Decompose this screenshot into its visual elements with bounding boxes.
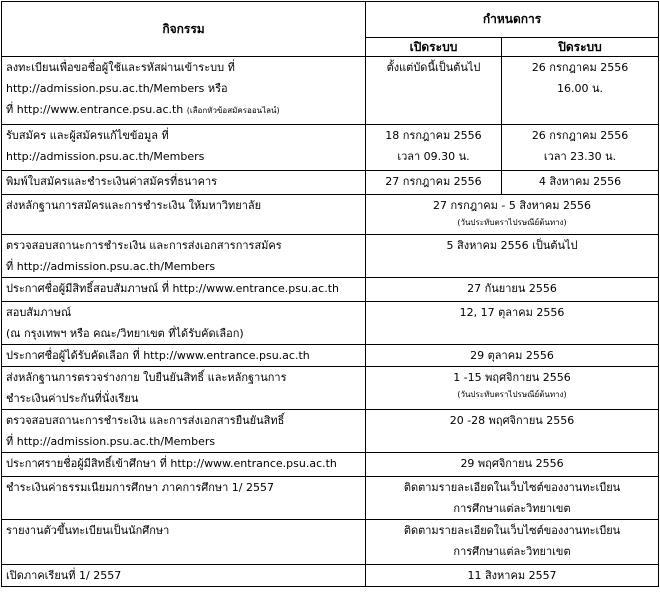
- close-date-cell: [502, 171, 659, 195]
- cell-text-line: เวลา 09.30 น.: [397, 150, 470, 163]
- activity-cell: [2, 302, 366, 345]
- cell-text-line: เปิดภาคเรียนที่ 1/ 2557: [6, 569, 122, 582]
- cell-text-line: 29 พฤศจิกายน 2556: [460, 457, 564, 470]
- cell-text-line: ประกาศรายชื่อผู้มีสิทธิ์เข้าศึกษา ที่ http://www.entrance.psu.ac.th: [6, 457, 337, 470]
- cell-text-line: ตรวจสอบสถานะการชำระเงิน และการส่งเอกสารยืนยันสิทธิ์: [6, 414, 285, 427]
- activity-cell: [2, 367, 366, 410]
- cell-note: (วันประทับตราไปรษณีย์ต้นทาง): [457, 218, 567, 227]
- cell-text-line: http://admission.psu.ac.th/Members: [6, 150, 205, 163]
- activity-cell: [2, 565, 366, 587]
- cell-note: (เลือกหัวข้อสมัครออนไลน์): [186, 106, 280, 115]
- schedule-cell: [366, 520, 659, 565]
- table-row: [2, 477, 659, 520]
- table-row: [2, 171, 659, 195]
- schedule-cell: [366, 195, 659, 235]
- activity-cell: [2, 195, 366, 235]
- table-row: [2, 57, 659, 125]
- activity-cell: [2, 125, 366, 171]
- cell-text-line: พิมพ์ใบสมัครและชำระเงินค่าสมัครที่ธนาคาร: [6, 175, 218, 188]
- table-row: [2, 453, 659, 477]
- cell-text-line: ประกาศชื่อผู้ได้รับคัดเลือก ที่ http://www.entrance.psu.ac.th: [6, 349, 310, 362]
- cell-text-line: 11 สิงหาคม 2557: [467, 569, 557, 582]
- close-date-cell: [502, 57, 659, 125]
- table-row: [2, 195, 659, 235]
- activity-cell: [2, 410, 366, 453]
- cell-text-line: ชำระเงินค่าประกันที่นั่งเรียน: [6, 392, 139, 405]
- cell-text-line: เวลา 23.30 น.: [543, 150, 617, 163]
- cell-text-line: 27 กรกฎาคม - 5 สิงหาคม 2556: [433, 199, 591, 212]
- activity-cell: [2, 171, 366, 195]
- table-row: [2, 367, 659, 410]
- table-row: [2, 125, 659, 171]
- schedule-table: [1, 1, 659, 587]
- schedule-cell: [366, 302, 659, 345]
- cell-text-line: รับสมัคร และผู้สมัครแก้ไขข้อมูล ที่: [6, 129, 169, 142]
- cell-text-line: (ณ กรุงเทพฯ หรือ คณะ/วิทยาเขต ที่ได้รับคัดเลือก): [6, 327, 244, 340]
- table-row: [2, 565, 659, 587]
- schedule-cell: [366, 453, 659, 477]
- cell-text-line: ที่ http://admission.psu.ac.th/Members: [6, 435, 216, 448]
- header-activity: กิจกรรม: [2, 2, 366, 57]
- cell-text-line: ลงทะเบียนเพื่อขอชื่อผู้ใช้และรหัสผ่านเข้าระบบ ที่: [6, 61, 235, 74]
- schedule-cell: [366, 367, 659, 410]
- cell-text-line: ส่งหลักฐานการสมัครและการชำระเงิน ให้มหาวิทยาลัย: [6, 199, 262, 212]
- close-date-cell: [502, 125, 659, 171]
- cell-text-line: 20 -28 พฤศจิกายน 2556: [449, 414, 575, 427]
- schedule-cell: [366, 345, 659, 367]
- cell-text-line: ติดตามรายละเอียดในเว็บไซต์ของงานทะเบียน: [403, 481, 621, 494]
- open-date-cell: [366, 125, 502, 171]
- schedule-cell: [366, 278, 659, 302]
- cell-note: (วันประทับตราไปรษณีย์ต้นทาง): [457, 390, 567, 399]
- cell-text-line: 16.00 น.: [557, 82, 604, 95]
- cell-text-line: ติดตามรายละเอียดในเว็บไซต์ของงานทะเบียน: [403, 524, 621, 537]
- cell-text-line: 1 -15 พฤศจิกายน 2556: [453, 371, 571, 384]
- cell-text-line: 27 กรกฎาคม 2556: [385, 175, 482, 188]
- cell-text-line: ส่งหลักฐานการตรวจร่างกาย ใบยืนยันสิทธิ์ และหลักฐานการ: [6, 371, 287, 384]
- activity-cell: [2, 345, 366, 367]
- cell-text-line: 26 กรกฎาคม 2556: [531, 129, 629, 142]
- table-row: [2, 302, 659, 345]
- cell-text-line: http://admission.psu.ac.th/Members หรือ: [6, 82, 228, 95]
- cell-text-line: 5 สิงหาคม 2556 เป็นต้นไป: [446, 239, 578, 252]
- cell-text-line: 27 กันยายน 2556: [467, 282, 557, 295]
- activity-cell: [2, 453, 366, 477]
- cell-text-line: 12, 17 ตุลาคม 2556: [459, 306, 565, 319]
- header-schedule: กำหนดการ: [366, 2, 659, 38]
- cell-text-line: สอบสัมภาษณ์: [6, 306, 72, 319]
- cell-text-line: ตรวจสอบสถานะการชำระเงิน และการส่งเอกสารการสมัคร: [6, 239, 282, 252]
- cell-text-line: รายงานตัวขึ้นทะเบียนเป็นนักศึกษา: [6, 524, 170, 537]
- cell-text-line: ที่ http://www.entrance.psu.ac.th (เลือกหัวข้อสมัครออนไลน์): [6, 103, 280, 116]
- table-row: [2, 235, 659, 278]
- open-date-cell: [366, 57, 502, 125]
- schedule-cell: [366, 235, 659, 278]
- activity-cell: [2, 278, 366, 302]
- cell-text-line: 26 กรกฎาคม 2556: [531, 61, 629, 74]
- cell-text-line: การศึกษาแต่ละวิทยาเขต: [453, 502, 571, 515]
- cell-text-line: ตั้งแต่บัดนี้เป็นต้นไป: [386, 61, 481, 74]
- activity-cell: [2, 477, 366, 520]
- cell-text-line: 4 สิงหาคม 2556: [538, 175, 622, 188]
- table-row: [2, 278, 659, 302]
- table-row: [2, 520, 659, 565]
- cell-text-line: การศึกษาแต่ละวิทยาเขต: [453, 545, 571, 558]
- cell-text-line: 18 กรกฎาคม 2556: [385, 129, 482, 142]
- cell-text-line: 29 ตุลาคม 2556: [470, 349, 554, 362]
- table-row: [2, 345, 659, 367]
- cell-text-line: ประกาศชื่อผู้มีสิทธิ์สอบสัมภาษณ์ ที่ http://www.entrance.psu.ac.th: [6, 282, 339, 295]
- header-open: เปิดระบบ: [366, 38, 502, 57]
- activity-cell: [2, 57, 366, 125]
- schedule-cell: [366, 565, 659, 587]
- activity-cell: [2, 520, 366, 565]
- cell-text-line: ที่ http://admission.psu.ac.th/Members: [6, 260, 216, 273]
- open-date-cell: [366, 171, 502, 195]
- table-row: [2, 410, 659, 453]
- header-close: ปิดระบบ: [502, 38, 659, 57]
- activity-cell: [2, 235, 366, 278]
- schedule-cell: [366, 477, 659, 520]
- schedule-cell: [366, 410, 659, 453]
- cell-text-line: ชำระเงินค่าธรรมเนียมการศึกษา ภาคการศึกษา 1/ 2557: [6, 481, 275, 494]
